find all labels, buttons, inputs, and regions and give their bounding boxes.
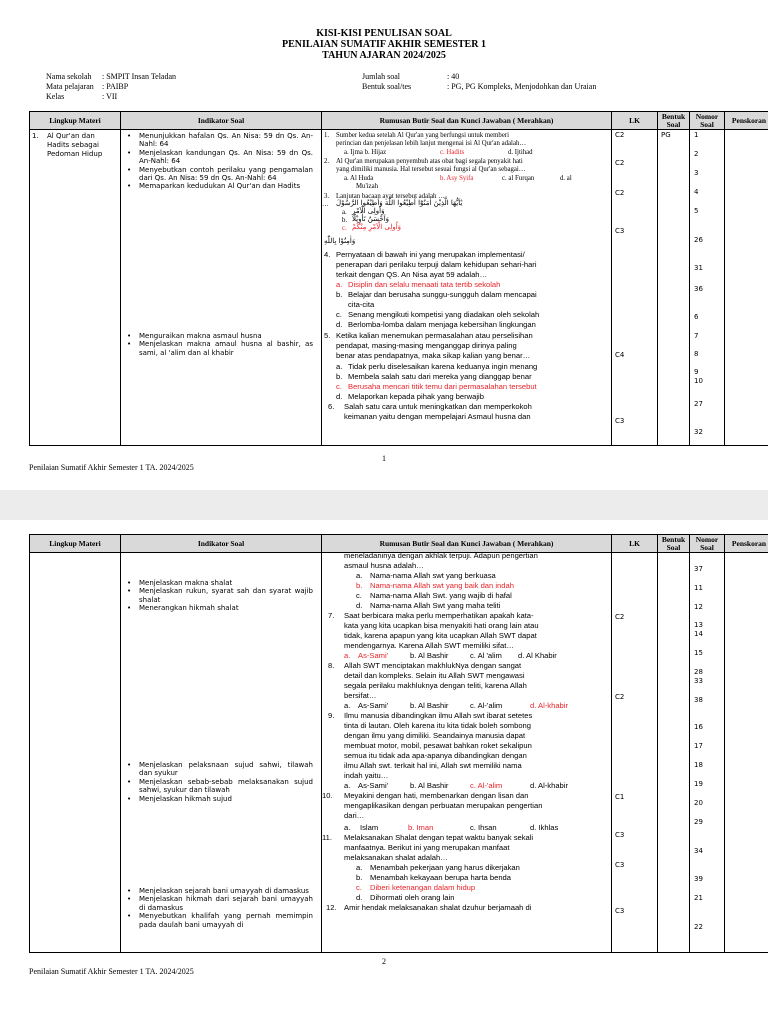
- answer-key: d. Al-khabir: [530, 701, 568, 710]
- indikator-item: • Menjelaskan hikmah dari sejarah bani umayyah di damaskus: [123, 895, 313, 912]
- page-number-1: 1: [382, 454, 386, 463]
- penskoran-cell: [725, 130, 768, 446]
- indikator-item: • Menunjukkan hafalan Qs. An Nisa: 59 dn Qs. An-Nahl: 64: [123, 132, 313, 149]
- question-10: Meyakini dengan hati, membenarkan dengan lisan dan: [344, 791, 529, 800]
- question-1: Sumber kedua setelah Al Qur'an yang berfungsi untuk memberi: [336, 132, 509, 139]
- doc-title-3: TAHUN AJARAN 2024/2025: [322, 50, 446, 61]
- answer-key: c.: [342, 225, 347, 232]
- answer-key: b. Asy Syifa: [440, 175, 474, 182]
- bentuk-cell: PG: [658, 130, 690, 446]
- answer-key: Berusaha mencari titik temu dari permasalahan tersebut: [348, 382, 537, 391]
- nomor-cell: 37 11 12 13 14 15 28 33 38 16 17 18 19 20 29 34 39 21 22: [690, 553, 725, 953]
- document-page-2: [0, 520, 768, 1024]
- page-number-2: 2: [382, 957, 386, 966]
- kisi-table-1: [29, 111, 768, 446]
- table-row: [30, 553, 768, 953]
- col-rumusan: Rumusan Butir Soal dan Kunci Jawaban ( Merahkan): [322, 535, 612, 553]
- question-12: Amir hendak melaksanakan shalat dzuhur berjamaah di: [344, 903, 532, 912]
- indikator-item: • Menjelaskan sejarah bani umayyah di damaskus: [123, 887, 313, 895]
- col-lk: LK: [612, 112, 658, 130]
- lk-cell: C2 C2 C1 C3 C3 C3: [612, 553, 658, 953]
- arabic-verse: يٰٓاَيُّهَا الَّذِيْنَ اٰمَنُوْٓا اَطِيْعُوا اللّٰهَ وَاَطِيْعُوا الرَّسُوْلَ: [336, 199, 463, 207]
- meta-mapel: Mata pelajaran : PAIBP: [46, 82, 129, 91]
- question-3: Lanjutan bacaan ayat tersebut adalah …: [336, 193, 445, 200]
- indikator-item: • Menyebutkan khalifah yang pernah memimpin pada daulah bani umayyah di: [123, 912, 313, 929]
- rumusan-cell: 1. Sumber kedua setelah Al Qur'an yang berfungsi untuk memberi perincian dan penjelasan lebih lanjut mengenai isi Al Qur'an adalah… a. Ijma b. Hijaz c. Hadits d. Ijtihad 2. Al Qur'an merupakan penyembuh atas obat bagi segala penyakit hati yang dimiliki manusia. Hal tersebut sesuai fungsi al Qur'an sebagai… a. Al Huda b. Asy Syifa c. al Furqan d. al Mu'izah 3. Lanjutan bacaan ayat tersebut adalah … … يٰٓاَيُّهَا الَّذِيْنَ اٰمَنُوْٓا اَطِيْعُوا اللّٰهَ وَاَطِيْعُوا الرَّسُوْلَ a. وَاُولِى الْاَمْرِ b. وَاَحْسَنُ تَأْوِيْلًا c. وَاُولِى الْاَمْرِ مِنْكُمْ وَاٰمِنُوْا بِاللّٰهِ 4. Pernyataan di bawah ini yang merupakan implementasi/ penerapan dari perilaku terpuji dalam kehidupan sehari-hari terkait dengan QS. An Nisa ayat 59 adalah… a. Disiplin dan selalu menaati tata tertib sekolah b. Belajar dan berusaha sunggu-sungguh dalam mencapai cita-cita c. Senang mengikuti kompetisi yang diadakan oleh sekolah d. Berlomba-lomba dalam menjaga kebersihan lingkungan 5. Ketika kalian menemukan permasalahan atau perselisihan pendapat, masing-masing menganggap dirinya paling benar atas pendapatnya, maka sikap kalian yang benar… a. Tidak perlu diselesaikan karena keduanya ingin menang b. Membela salah satu dari mereka yang dianggap benar c. Berusaha mencari titik temu dari permasalahan tersebut d. Melaporkan kepada pihak yang berwajib 6. Salah satu cara untuk meningkatkan dan memperkokoh keimanan yaitu dengan mempelajari Asmaul husna dan: [322, 130, 612, 446]
- answer-key: c. Al-'alim: [470, 781, 503, 790]
- table-row: [30, 130, 768, 446]
- indikator-item: • Menjelaskan sebab-sebab melaksanakan sujud sahwi, syukur dan tilawah: [123, 778, 313, 795]
- meta-jumlah: Jumlah soal : 40: [362, 72, 460, 81]
- question-6: Salah satu cara untuk meningkatkan dan memperkokoh: [344, 402, 532, 411]
- rumusan-cell: meneladaninya dengan akhlak terpuji. Adapun pengertian asmaul husna adalah… a. Nama-nama Allah swt yang berkuasa b. Nama-nama Allah swt yang baik dan indah c. Nama-nama Allah Swt. yang wajib di hafal d. Nama-nama Allah Swt yang maha teliti 7. Saat berbicara maka perlu memperhatikan apakah kata- kata yang kita ucapkan bisa menyakiti hati orang lain atau tidak, karena apapun yang kita ucapkan Allah SWT dapat mendengarnya. Karena Allah SWT memiliki sifat… a. As-Sami' b. Al Bashir c. Al 'alim d. Al Khabir 8. Allah SWT menciptakan makhlukNya dengan sangat detail dan kompleks. Selain itu Allah SWT mengawasi segala perilaku makhluknya dengan teliti, karena Allah bersifat… a. As-Sami' b. Al Bashir c. Al-'alim d. Al-khabir 9. Ilmu manusia dibandingkan ilmu Allah swt ibarat setetes tinta di lautan. Oleh karena itu kita tidak boleh sombong dengan ilmu yang dimiliki. Seandainya manusia dapat membuat motor, mobil, pesawat bahkan roket sekalipun semua itu tidak ada apa-apanya dibandingkan dengan ilmu Allah swt. terkait hal ini, Allah swt memiliki nama indah yaitu… a. As-Sami' b. Al Bashir c. Al-'alim d. Al-khabir 10. Meyakini dengan hati, membenarkan dengan lisan dan mengaplikasikan dengan perbuatan merupakan pengertian dari… a. Islam b. Iman c. Ihsan d. Ikhlas 11. Melaksanakan Shalat dengan tepat waktu banyak sekali manfaatnya. Berikut ini yang merupakan manfaat melaksanakan shalat adalah… a. Menambah pekerjaan yang harus dikerjakan b. Menambah kekayaan berupa harta benda c. Diberi ketenangan dalam hidup d. Dihormati oleh orang lain 12. Amir hendak melaksanakan shalat dzuhur berjamaah di: [322, 553, 612, 953]
- indikator-item: • Menjelaskan pelaksnaan sujud sahwi, tilawah dan syukur: [123, 761, 313, 778]
- indikator-item: • Menjelaskan hikmah sujud: [123, 795, 313, 803]
- lk-cell: C2 C2 C2 C3 C4 C3: [612, 130, 658, 446]
- page-footer-1: Penilaian Sumatif Akhir Semester 1 TA. 2024/2025: [29, 463, 194, 472]
- indikator-cell: [121, 130, 322, 446]
- indikator-item: • Menjelaskan makna amaul husna al bashir, as sami, al 'alim dan al khabir: [123, 340, 313, 357]
- col-indikator: Indikator Soal: [121, 535, 322, 553]
- meta-bentuk: Bentuk soal/tes : PG, PG Kompleks, Menjodohkan dan Uraian: [362, 82, 597, 91]
- nomor-cell: 1 2 3 4 5 26 31 36 6 7 8 9 10 27 32: [690, 130, 725, 446]
- meta-kelas: Kelas : VII: [46, 92, 118, 101]
- kisi-table-2: [29, 534, 768, 953]
- indikator-item: • Menjelaskan makna shalat: [123, 579, 313, 587]
- col-lingkup: Lingkup Materi: [30, 535, 121, 553]
- col-bentuk: Bentuk Soal: [658, 535, 690, 553]
- meta-sekolah: Nama sekolah : SMPIT Insan Teladan: [46, 72, 177, 81]
- col-lk: LK: [612, 535, 658, 553]
- indikator-item: • Menyebutkan contoh perilaku yang pengamalan dari Qs. An Nisa: 59 dn Qs. An-Nahl: 64: [123, 166, 313, 183]
- col-penskoran: Penskoran: [725, 535, 768, 553]
- doc-title-2: PENILAIAN SUMATIF AKHIR SEMESTER 1: [282, 39, 486, 50]
- answer-key: c. Hadits: [440, 149, 465, 156]
- col-nomor: Nomor Soal: [690, 535, 725, 553]
- indikator-item: • Menguraikan makna asmaul husna: [123, 332, 313, 340]
- question-5: Ketika kalian menemukan permasalahan atau perselisihan: [336, 331, 533, 340]
- question-9: Ilmu manusia dibandingkan ilmu Allah swt ibarat setetes: [344, 711, 533, 720]
- table-header: [30, 112, 768, 130]
- indikator-item: • Menjelaskan rukun, syarat sah dan syarat wajib shalat: [123, 587, 313, 604]
- penskoran-cell: [725, 553, 768, 953]
- col-indikator: Indikator Soal: [121, 112, 322, 130]
- lingkup-cell: [30, 553, 121, 953]
- page-footer-2: Penilaian Sumatif Akhir Semester 1 TA. 2024/2025: [29, 967, 194, 976]
- question-8: Allah SWT menciptakan makhlukNya dengan sangat: [344, 661, 522, 670]
- col-lingkup: Lingkup Materi: [30, 112, 121, 130]
- answer-key: As-Sami': [358, 651, 389, 660]
- question-4: Pernyataan di bawah ini yang merupakan implementasi/: [336, 250, 525, 259]
- doc-title-1: KISI-KISI PENULISAN SOAL: [316, 28, 452, 39]
- indikator-item: • Menjelaskan kandungan Qs. An Nisa: 59 dn Qs. An-Nahl: 64: [123, 149, 313, 166]
- lingkup-cell: 1. Al Qur'an dan Hadits sebagai Pedoman Hidup: [30, 130, 121, 446]
- col-rumusan: Rumusan Butir Soal dan Kunci Jawaban ( Merahkan): [322, 112, 612, 130]
- question-11: Melaksanakan Shalat dengan tepat waktu banyak sekali: [344, 833, 534, 842]
- question-2: Al Qur'an merupakan penyembuh atas obat bagi segala penyakit hati: [336, 158, 523, 165]
- answer-key: Nama-nama Allah swt yang baik dan indah: [370, 581, 514, 590]
- table-header: [30, 535, 768, 553]
- indikator-cell: [121, 553, 322, 953]
- answer-key: b. Iman: [408, 823, 434, 832]
- question-7: Saat berbicara maka perlu memperhatikan apakah kata-: [344, 611, 534, 620]
- indikator-item: • Menerangkan hikmah shalat: [123, 604, 313, 612]
- indikator-item: • Memaparkan kedudukan Al Qur'an dan Hadits: [123, 182, 313, 190]
- col-penskoran: Penskoran: [725, 112, 768, 130]
- col-bentuk: Bentuk Soal: [658, 112, 690, 130]
- answer-key: Diberi ketenangan dalam hidup: [370, 883, 476, 892]
- answer-key: Disiplin dan selalu menaati tata tertib sekolah: [348, 280, 501, 289]
- document-page-1: [0, 0, 768, 490]
- page-gap: [0, 490, 768, 520]
- col-nomor: Nomor Soal: [690, 112, 725, 130]
- bentuk-cell: [658, 553, 690, 953]
